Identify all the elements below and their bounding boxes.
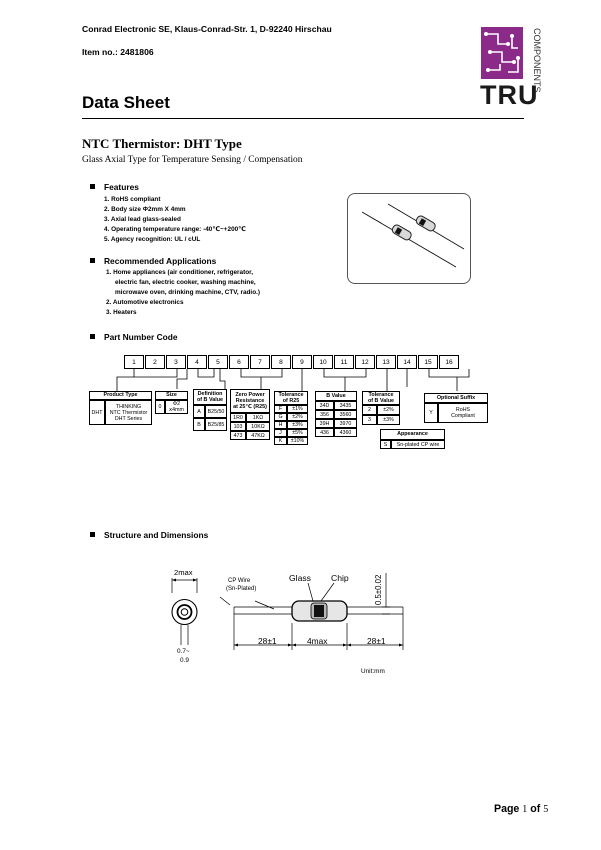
application-item: microwave oven, drinking machine, CTV, radio.) (115, 289, 261, 297)
position-cell: 7 (250, 355, 270, 369)
b-definition-code: A (193, 405, 205, 418)
application-item: 3. Heaters (106, 309, 137, 317)
feature-item: 2. Body size Φ2mm X 4mm (104, 206, 186, 214)
appearance-code: S (380, 440, 391, 449)
feature-item: 4. Operating temperature range: -40℃~+200℃ (104, 226, 246, 234)
company-address: Conrad Electronic SE, Klaus-Conrad-Str. 1, D-92240 Hirschau (82, 24, 332, 34)
b-definition-head: Definition of B Value (193, 389, 227, 405)
features-heading: Features (104, 182, 139, 192)
lead-dia-label-2: 0.9 (180, 657, 189, 664)
position-cell: 10 (313, 355, 333, 369)
left-lead-length: 28±1 (258, 636, 277, 646)
item-number: Item no.: 2481806 (82, 47, 154, 57)
logo-sub-text: COMPONENTS (532, 28, 542, 93)
tolerance-r-head: Tolerance of R25 (274, 391, 308, 405)
tolerance-r-code: J (274, 429, 287, 437)
position-cell: 5 (208, 355, 228, 369)
applications-heading: Recommended Applications (104, 256, 217, 266)
application-item: electric fan, electric cooker, washing machine, (115, 279, 256, 287)
tolerance-r-value: ±5% (287, 429, 308, 437)
zero-power-head: Zero Power Resistance at 25℃ (R25) (230, 389, 270, 413)
tolerance-r-code: H (274, 421, 287, 429)
appearance-head: Appearance (380, 429, 445, 440)
size-desc: Φ2 ⅹ4mm (165, 400, 188, 414)
tolerance-b-value: ±2% (377, 405, 400, 415)
applications-bullet (90, 258, 95, 263)
b-value-code: 356 (315, 410, 334, 419)
zero-power-value: 47KΩ (246, 431, 270, 440)
zero-power-value: 1KΩ (246, 413, 270, 422)
feature-item: 3. Axial lead glass-sealed (104, 216, 181, 224)
position-cell: 9 (292, 355, 312, 369)
unit-label: Unit:mm (361, 668, 385, 675)
cp-wire-label-2: (Sn-Plated) (226, 586, 257, 592)
page-current: 1 (522, 804, 528, 815)
b-value-code: 34D (315, 401, 334, 410)
b-value-value: 3560 (334, 410, 357, 419)
position-cell: 16 (439, 355, 459, 369)
product-subtitle: Glass Axial Type for Temperature Sensing / Compensation (82, 155, 303, 165)
tolerance-b-code: 2 (362, 405, 377, 415)
application-item: 2. Automotive electronics (106, 299, 184, 307)
suffix-head: Optional Suffix (424, 393, 488, 403)
position-cell: 3 (166, 355, 186, 369)
applications-list (106, 268, 260, 318)
lead-dia-label-1: 0.7~ (177, 648, 190, 655)
logo-brand-text: TRU (480, 80, 539, 110)
tru-components-logo (478, 22, 540, 110)
component-photo (347, 193, 471, 284)
product-type-desc: THINKING NTC Thermistor DHT Series (105, 400, 152, 425)
body-length: 4max (307, 636, 328, 646)
b-value-value: 4360 (334, 428, 357, 437)
position-cell: 15 (418, 355, 438, 369)
b-value-value: 3970 (334, 419, 357, 428)
tolerance-b-value: ±3% (377, 415, 400, 425)
product-name: NTC Thermistor: DHT Type (82, 136, 242, 151)
suffix-desc: RoHS Compliant (438, 403, 488, 423)
features-list (104, 195, 246, 245)
page-number (494, 803, 548, 815)
right-lead-length: 28±1 (367, 636, 386, 646)
position-cell: 14 (397, 355, 417, 369)
tolerance-r-value: ±2% (287, 413, 308, 421)
b-definition-code: B (193, 418, 205, 431)
position-cell: 1 (124, 355, 144, 369)
b-value-head: B Value (315, 391, 357, 401)
structure-heading: Structure and Dimensions (104, 530, 209, 540)
position-cell: 6 (229, 355, 249, 369)
application-item: 1. Home appliances (air conditioner, refrigerator, (106, 269, 254, 276)
size-head: Size (155, 391, 188, 400)
tolerance-b-code: 3 (362, 415, 377, 425)
part-number-heading: Part Number Code (104, 332, 178, 342)
diameter-label: 2max (174, 568, 193, 577)
structure-bullet (90, 532, 95, 537)
appearance-desc: Sn-plated CP wire (391, 440, 445, 449)
position-cell: 13 (376, 355, 396, 369)
tolerance-r-value: ±3% (287, 421, 308, 429)
zero-power-value: 10KΩ (246, 422, 270, 431)
tolerance-r-code: F (274, 405, 287, 413)
lead-diameter-label: 0.5±0.02 (374, 574, 383, 605)
chip-label: Chip (331, 573, 349, 583)
b-value-code: 39H (315, 419, 334, 428)
position-cell: 2 (145, 355, 165, 369)
feature-item: 5. Agency recognition: UL / cUL (104, 236, 201, 244)
position-cell: 11 (334, 355, 354, 369)
glass-label: Glass (289, 573, 311, 583)
product-type-head: Product Type (89, 391, 152, 400)
part-number-bullet (90, 334, 95, 339)
b-value-code: 436 (315, 428, 334, 437)
b-value-value: 3435 (334, 401, 357, 410)
zero-power-code: 103 (230, 422, 246, 431)
page-title: Data Sheet (82, 93, 170, 112)
product-type-code: DHT (89, 400, 105, 425)
position-cell: 8 (271, 355, 291, 369)
tolerance-r-code: G (274, 413, 287, 421)
zero-power-code: 473 (230, 431, 246, 440)
suffix-code: Y (424, 403, 438, 423)
position-cell: 4 (187, 355, 207, 369)
zero-power-code: 1R0 (230, 413, 246, 422)
title-divider (82, 118, 524, 119)
features-bullet (90, 184, 95, 189)
cp-wire-label-1: CP Wire (228, 578, 251, 584)
tolerance-b-head: Tolerance of B Value (362, 391, 400, 405)
position-cell: 12 (355, 355, 375, 369)
size-code: 0 (155, 400, 165, 414)
b-definition-desc: B25/50 (205, 405, 227, 418)
page-total: 5 (543, 804, 549, 815)
b-definition-desc: B25/85 (205, 418, 227, 431)
of-word: of (530, 803, 541, 815)
tolerance-r-value: ±10% (287, 437, 308, 445)
page-word: Page (494, 803, 520, 815)
feature-item: 1. RoHS compliant (104, 196, 161, 203)
tolerance-r-value: ±1% (287, 405, 308, 413)
tolerance-r-code: K (274, 437, 287, 445)
